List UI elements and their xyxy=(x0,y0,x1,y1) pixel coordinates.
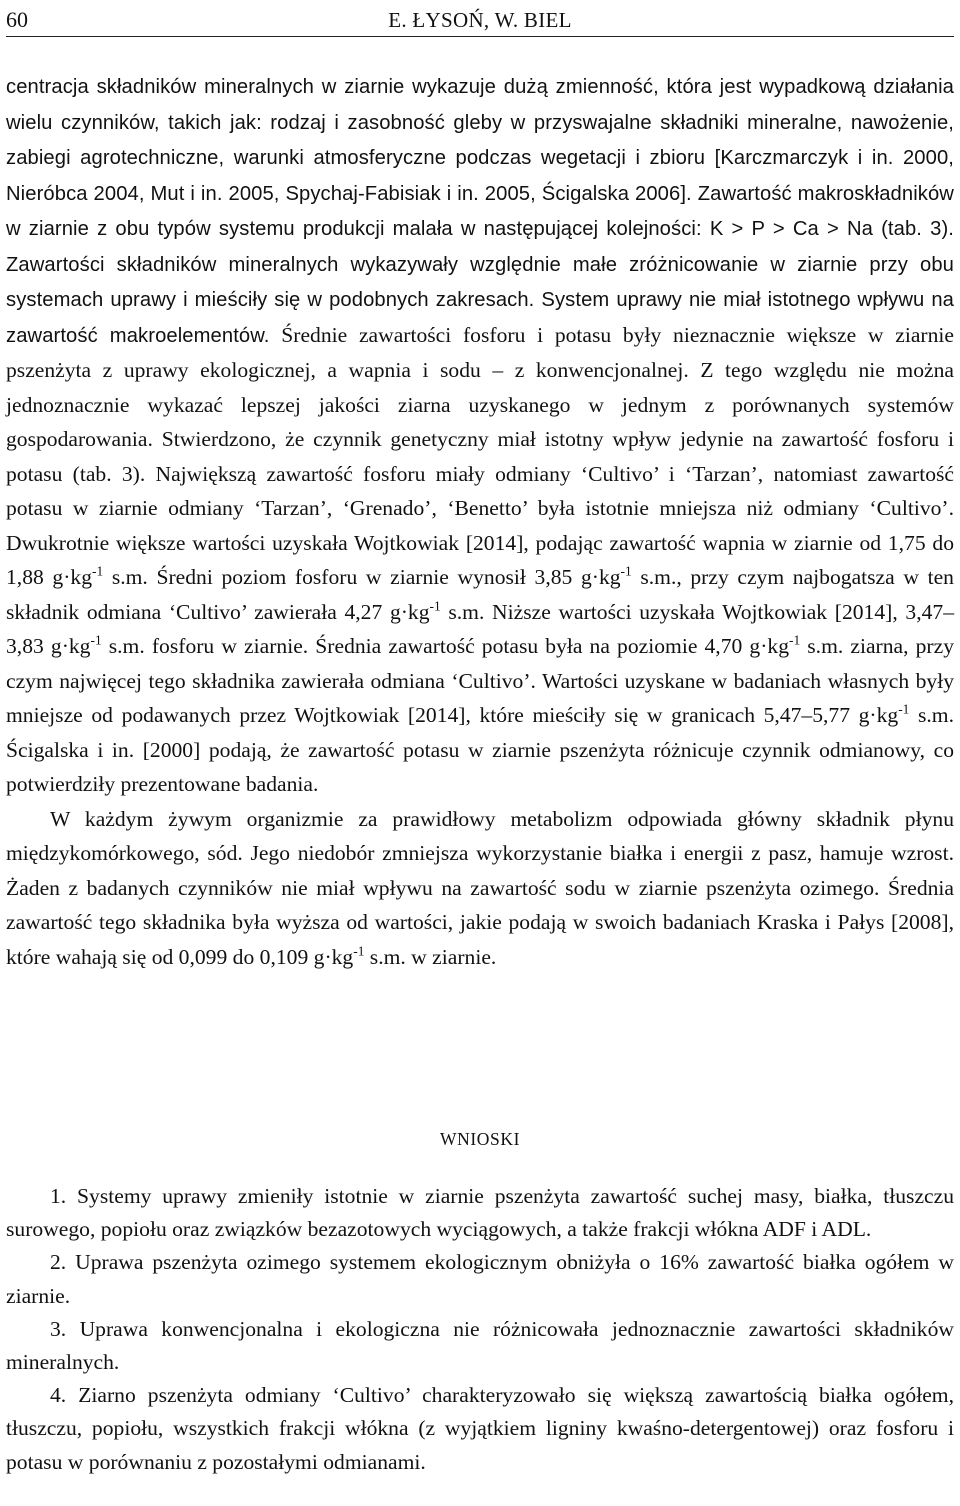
running-head: E. ŁYSOŃ, W. BIEL xyxy=(388,8,572,32)
conclusion-item: 2. Uprawa pszenżyta ozimego systemem ekologicznym obniżyła o 16% zawartość białka ogółem w ziarnie. xyxy=(6,1250,954,1308)
superscript: -1 xyxy=(92,563,104,579)
paragraph-1-text: s.m. Niższe wartości uzyskała Wojtkowiak [2014], 3,47–3,83 g·kg xyxy=(6,599,954,658)
page-header xyxy=(6,6,954,37)
paragraph-1 xyxy=(6,69,954,802)
conclusion-item: 1. Systemy uprawy zmieniły istotnie w ziarnie pszenżyta zawartość suchej masy, białka, tłuszczu surowego, popiołu oraz związków bezazotowych wyciągowych, a także frakcji włókna ADF i ADL. xyxy=(6,1184,954,1242)
page-number: 60 xyxy=(6,7,28,32)
superscript: -1 xyxy=(789,632,801,648)
superscript: -1 xyxy=(90,632,102,648)
superscript: -1 xyxy=(620,563,632,579)
conclusions-list xyxy=(6,1180,954,1479)
conclusion-item: 3. Uprawa konwencjonalna i ekologiczna nie różnicowała jednoznacznie zawartości składników mineralnych. xyxy=(6,1316,954,1375)
paragraph-2-text: W każdym żywym organizmie za prawidłowy metabolizm odpowiada główny składnik płynu międzykomórkowego, sód. Jego niedobór zmniejsza wykorzystanie białka i energii z pasz, hamuje wzrost. Żaden z badanych czynników nie miał wpływu na zawartość sodu w ziarnie pszenżyta ozimego. Średnia zawartość tego składnika była wyższa od wartości, jakie podają w swoich badaniach Kraska i Pałys [2008], które wahają się od 0,099 do 0,109 g·kg xyxy=(6,806,954,969)
body-text xyxy=(6,69,954,974)
paragraph-1-text: s.m. ziarna, przy czym najwięcej tego składnika zawierała odmiana ‘Cultivo’. Wartości uzyskane w badaniach własnych były mniejsze od podawanych przez Wojtkowiak [2014], które mieściły się w granicach 5,47–5,77 g·kg xyxy=(6,634,954,727)
superscript: -1 xyxy=(353,943,365,959)
paragraph-1-text: s.m. fosforu w ziarnie. Średnia zawartość potasu była na poziomie 4,70 g·kg xyxy=(101,634,789,658)
paragraph-2-text: s.m. w ziarnie. xyxy=(364,944,497,969)
paragraph-1-sans-part-3: Zawartości składników mineralnych wykazywały względnie małe zróżnicowanie w ziarnie przy obu systemach uprawy i mieściły się w podobnych zakresach. xyxy=(6,253,954,311)
paragraph-1-text: s.m. Średni poziom fosforu w ziarnie wynosił 3,85 g·kg xyxy=(103,565,621,589)
paragraph-1-sans-part-4: System uprawy nie miał istotnego wpływu na zawartość makroelementów. xyxy=(6,289,954,347)
conclusion-item: 4. Ziarno pszenżyta odmiany ‘Cultivo’ charakteryzowało się większą zawartością białka ogółem, tłuszczu, popiołu, wszystkich frakcji włókna (z wyjątkiem ligniny kwaśno-detergentowej) oraz fosforu i potasu w porównaniu z pozostałymi odmianami. xyxy=(6,1383,954,1474)
paragraph-1-text: s.m., przy czym najbogatsza w ten składnik odmiana ‘Cultivo’ zawierała 4,27 g·kg xyxy=(6,565,954,624)
superscript: -1 xyxy=(898,701,910,717)
paragraph-1-text: Średnie zawartości fosforu i potasu były nieznacznie większe w ziarnie pszenżyta z uprawy ekologicznej, a wapnia i sodu – z konwencjonalnej. Z tego względu nie można jednoznacznie wykazać lepszej jakości ziarna uzyskanego w jednym z porównanych systemów gospodarowania. Stwierdzono, że czynnik genetyczny miał istotny wpływ jedynie na zawartość fosforu i potasu (tab. 3). Największą zawartość fosforu miały odmiany ‘Cultivo’ i ‘Tarzan’, natomiast zawartość potasu w ziarnie odmiany ‘Tarzan’, ‘Grenado’, ‘Benetto’ była istotnie mniejsza niż odmiany ‘Cultivo’. Dwukrotnie większe wartości uzyskała Wojtkowiak [2014], podając zawartość wapnia w ziarnie od 1,75 do 1,88 g·kg xyxy=(6,322,954,589)
paragraph-1-text: s.m. Ścigalska i in. [2000] podają, że zawartość potasu w ziarnie pszenżyta różnicuje czynnik odmianowy, co potwierdziły prezentowane badania. xyxy=(6,703,954,796)
section-heading: WNIOSKI xyxy=(439,1129,521,1149)
paragraph-1-sans-part-2: Zawartość makroskładników w ziarnie z obu typów systemu produkcji malała w następującej kolejności: K > P > Ca > Na (tab. 3). xyxy=(6,182,954,240)
superscript: -1 xyxy=(429,598,441,614)
paragraph-1-sans-part: centracja składników mineralnych w ziarnie wykazuje dużą zmienność, która jest wypadkową działania wielu czynników, takich jak: rodzaj i zasobność gleby w przyswajalne składniki mineralne, nawożenie, zabiegi agrotechniczne, warunki atmosferyczne podczas wegetacji i zbioru [Karczmarczyk i in. 2000, Nieróbca 2004, Mut i in. 2005, Spychaj-Fabisiak i in. 2005, Ścigalska 2006]. xyxy=(6,76,954,205)
paragraph-2 xyxy=(6,802,954,975)
